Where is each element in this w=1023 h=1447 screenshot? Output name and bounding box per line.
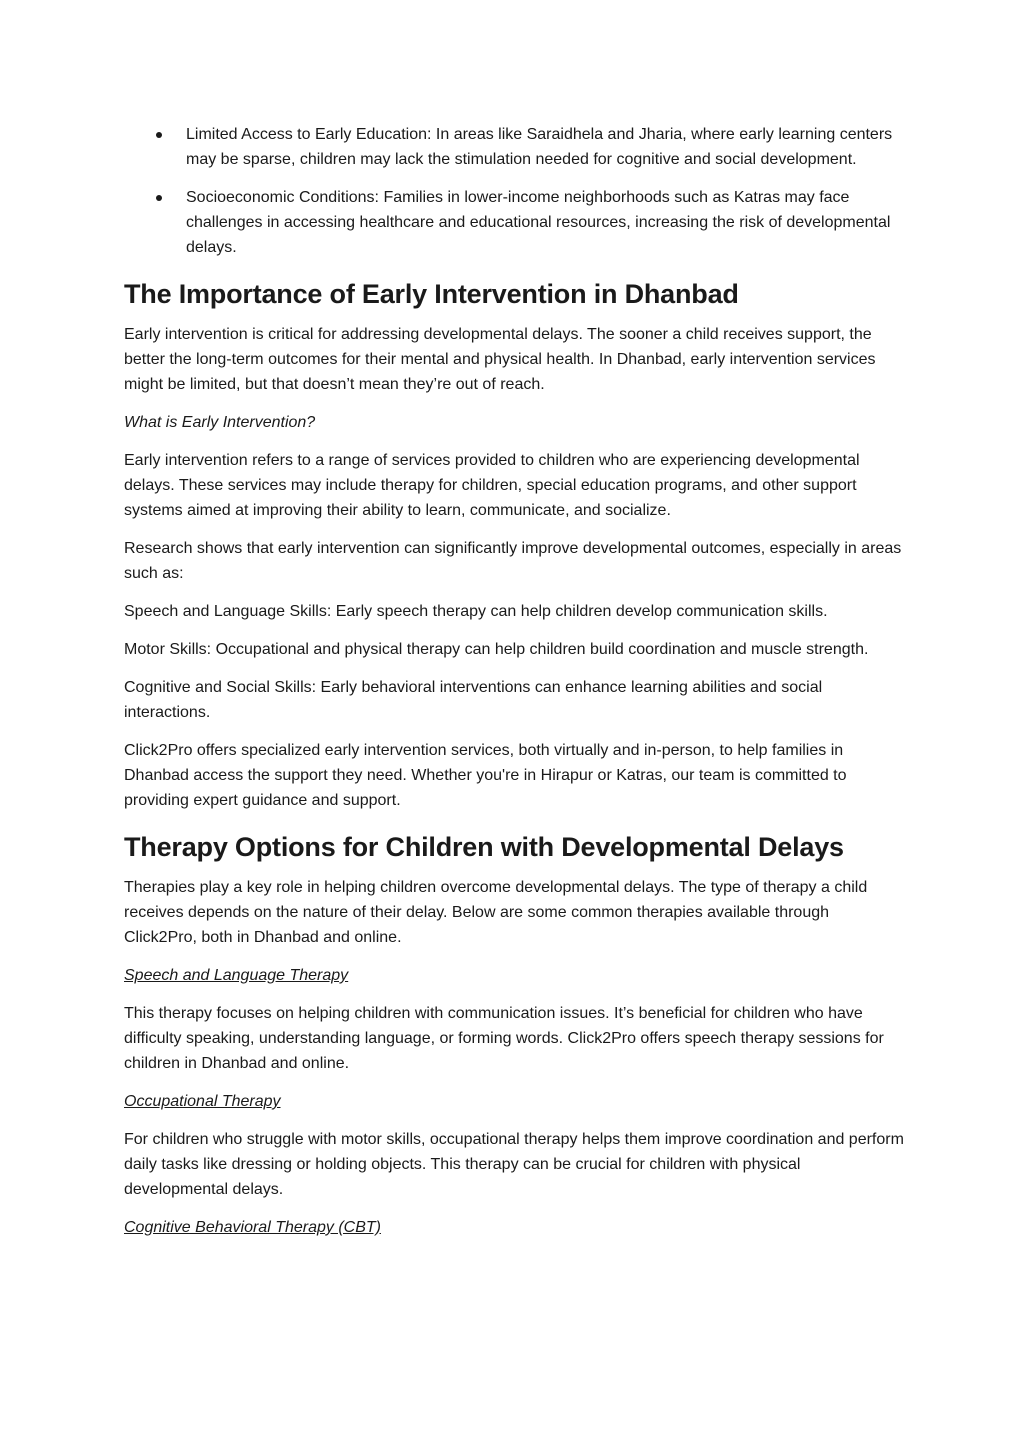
- subheading-occupational-therapy: Occupational Therapy: [124, 1093, 281, 1110]
- document-page: [124, 122, 904, 1253]
- bullet-text: Limited Access to Early Education: In areas like Saraidhela and Jharia, where early learning centers may be sparse, children may lack the stimulation needed for cognitive and social development.: [186, 126, 893, 168]
- paragraph: Early intervention refers to a range of services provided to children who are experiencing developmental delays. These services may include therapy for children, special education programs, and other support systems aimed at improving their ability to learn, communicate, and socialize.: [124, 452, 860, 519]
- section-heading-therapy-options: Therapy Options for Children with Developmental Delays: [124, 832, 844, 862]
- subheading-speech-therapy: Speech and Language Therapy: [124, 967, 349, 984]
- list-item: [124, 122, 904, 172]
- bullet-icon: [156, 195, 162, 201]
- paragraph: Speech and Language Skills: Early speech therapy can help children develop communication skills.: [124, 603, 828, 620]
- paragraph: Therapies play a key role in helping children overcome developmental delays. The type of therapy a child receives depends on the nature of their delay. Below are some common therapies available through Click2Pro, both in Dhanbad and online.: [124, 879, 868, 946]
- bullet-icon: [156, 132, 162, 138]
- paragraph: This therapy focuses on helping children with communication issues. It’s beneficial for children who have difficulty speaking, understanding language, or forming words. Click2Pro offers speech therapy sessions for children in Dhanbad and online.: [124, 1005, 884, 1072]
- paragraph: Motor Skills: Occupational and physical therapy can help children build coordination and muscle strength.: [124, 641, 869, 658]
- paragraph: Click2Pro offers specialized early intervention services, both virtually and in-person, to help families in Dhanbad access the support they need. Whether you're in Hirapur or Katras, our team is committed to providing expert guidance and support.: [124, 742, 847, 809]
- paragraph: Research shows that early intervention can significantly improve developmental outcomes, especially in areas such as:: [124, 540, 902, 582]
- section-heading-early-intervention: The Importance of Early Intervention in Dhanbad: [124, 279, 739, 309]
- subheading-what-is-early-intervention: What is Early Intervention?: [124, 414, 316, 431]
- paragraph: Early intervention is critical for addressing developmental delays. The sooner a child receives support, the better the long-term outcomes for their mental and physical health. In Dhanbad, early intervention services might be limited, but that doesn’t mean they’re out of reach.: [124, 326, 876, 393]
- paragraph: For children who struggle with motor skills, occupational therapy helps them improve coordination and perform daily tasks like dressing or holding objects. This therapy can be crucial for children with physical developmental delays.: [124, 1131, 904, 1198]
- subheading-cbt: Cognitive Behavioral Therapy (CBT): [124, 1219, 381, 1236]
- bullet-list: [124, 122, 904, 260]
- list-item: [124, 185, 904, 260]
- paragraph: Cognitive and Social Skills: Early behavioral interventions can enhance learning abilities and social interactions.: [124, 679, 823, 721]
- bullet-text: Socioeconomic Conditions: Families in lower-income neighborhoods such as Katras may face challenges in accessing healthcare and educational resources, increasing the risk of developmental delays.: [186, 189, 891, 256]
